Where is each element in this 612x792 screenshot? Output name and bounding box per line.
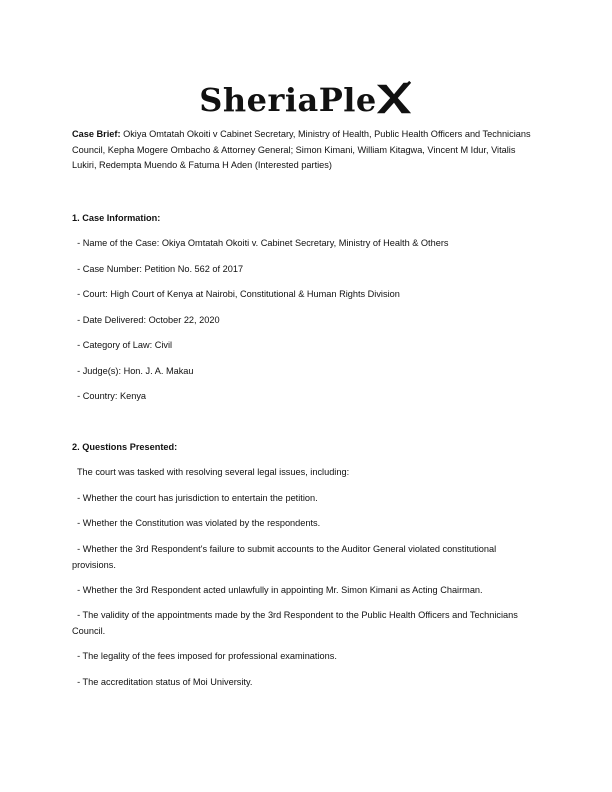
case-info-number: - Case Number: Petition No. 562 of 2017 xyxy=(72,264,244,274)
question-item: - The validity of the appointments made by the 3rd Respondent to the Public Health Officers and Technicians Council. xyxy=(72,610,521,636)
question-item: - Whether the Constitution was violated by the respondents. xyxy=(72,518,321,528)
case-brief xyxy=(72,127,542,174)
question-item: - The legality of the fees imposed for professional examinations. xyxy=(72,651,337,661)
case-brief-text: Okiya Omtatah Okoiti v Cabinet Secretary, Ministry of Health, Public Health Officers and Technicians Council, Kepha Mogere Ombacho & Attorney General; Simon Kimani, William Kitagwa, Vincent M Idur, Vitalis Lukiri, Redempta Muendo & Fatuma H Aden (Interested parties) xyxy=(72,129,531,170)
logo-x-mark-icon xyxy=(375,79,413,117)
case-info-court: - Court: High Court of Kenya at Nairobi, Constitutional & Human Rights Division xyxy=(72,289,400,299)
section-1-heading: 1. Case Information: xyxy=(72,213,161,223)
logo-text: SheriaPle xyxy=(199,81,377,119)
questions-intro: The court was tasked with resolving several legal issues, including: xyxy=(72,467,350,477)
case-info-judges: - Judge(s): Hon. J. A. Makau xyxy=(72,366,194,376)
case-info-category: - Category of Law: Civil xyxy=(72,340,173,350)
case-info-country: - Country: Kenya xyxy=(72,391,147,401)
question-item: - The accreditation status of Moi University. xyxy=(72,677,253,687)
case-brief-label: Case Brief: xyxy=(72,129,121,139)
question-item: - Whether the 3rd Respondent's failure to submit accounts to the Auditor General violated constitutional provisions. xyxy=(72,544,499,570)
case-info-name: - Name of the Case: Okiya Omtatah Okoiti v. Cabinet Secretary, Ministry of Health & Others xyxy=(72,238,449,248)
sheriaplex-logo xyxy=(0,78,612,122)
case-info-date: - Date Delivered: October 22, 2020 xyxy=(72,315,220,325)
section-2-heading: 2. Questions Presented: xyxy=(72,442,178,452)
question-item: - Whether the 3rd Respondent acted unlawfully in appointing Mr. Simon Kimani as Acting Chairman. xyxy=(72,585,483,595)
question-item: - Whether the court has jurisdiction to entertain the petition. xyxy=(72,493,318,503)
